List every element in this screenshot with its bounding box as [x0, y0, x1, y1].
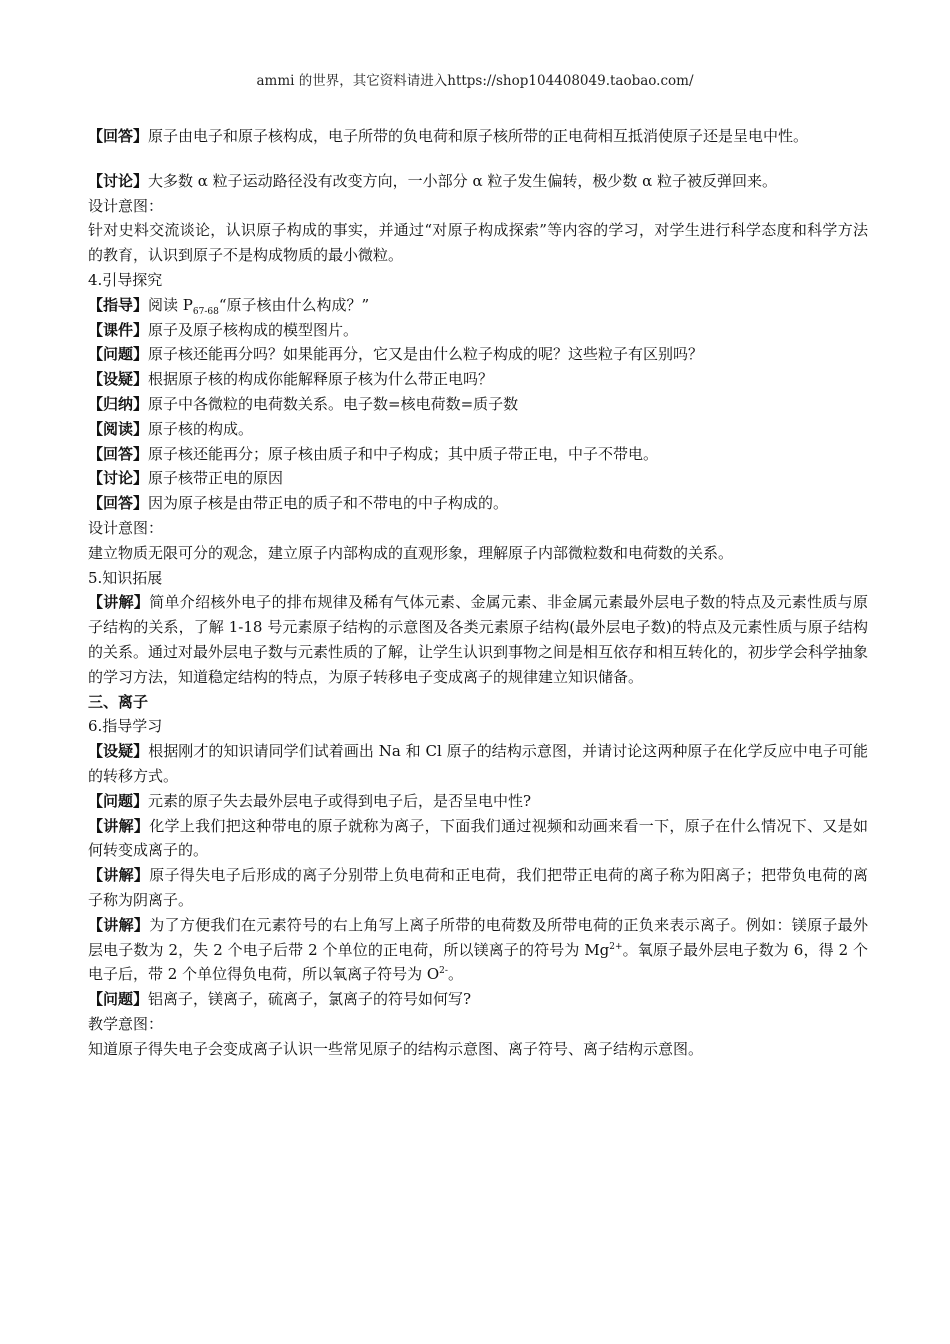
paragraph: 建立物质无限可分的观念，建立原子内部构成的直观形象，理解原子内部微粒数和电荷数的关系。	[88, 543, 734, 562]
tag-label: 【课件】	[88, 320, 149, 339]
paragraph: 教学意图：	[88, 1014, 164, 1033]
paragraph: 【设疑】根据原子核的构成你能解释原子核为什么带正电吗？	[88, 370, 494, 389]
page-header: ammi 的世界，其它资料请进入https://shop104408049.taobao.com/	[256, 73, 694, 89]
tag-label: 【问题】	[88, 791, 149, 810]
paragraph: 【问题】铝离子，镁离子，硫离子，氯离子的符号如何写?	[88, 990, 472, 1009]
tag-label: 【回答】	[88, 127, 149, 145]
paragraph: 【设疑】根据刚才的知识请同学们试着画出 Na 和 Cl 原子的结构示意图，并请讨论这两种原子在化学反应中电子可能的转移方式。	[88, 742, 868, 785]
paragraph-text: 原子由电子和原子核构成，电子所带的负电荷和原子核所带的正电荷相互抵消使原子还是呈电中性。	[148, 127, 809, 145]
paragraph: 【回答】因为原子核是由带正电的质子和不带电的中子构成的。	[88, 494, 509, 513]
section-heading: 5.知识拓展	[88, 568, 163, 587]
paragraph: 【课件】原子及原子核构成的模型图片。	[88, 320, 359, 339]
tag-label: 【归纳】	[88, 394, 149, 413]
tag-label: 【问题】	[88, 345, 149, 364]
paragraph: 【问题】元素的原子失去最外层电子或得到电子后，是否呈电中性?	[88, 791, 532, 810]
paragraph: 【讨论】原子核带正电的原因	[88, 469, 284, 488]
tag-label: 【回答】	[88, 494, 149, 513]
chapter-heading: 三、离子	[88, 692, 149, 711]
tag-label: 【设疑】	[88, 742, 149, 761]
paragraph: 设计意图：	[88, 518, 164, 537]
tag-label: 【讨论】	[88, 171, 149, 190]
paragraph: 【归纳】原子中各微粒的电荷数关系。电子数=核电荷数=质子数	[88, 394, 519, 413]
document-body	[88, 124, 868, 1061]
paragraph: 【讲解】为了方便我们在元素符号的右上角写上离子所带的电荷数及所带电荷的正负来表示离子。例如：镁原子最外层电子数为 2，失 2 个电子后带 2 个单位的正电荷，所以镁离子的符号为 $Mg^{2+}$。氧原子最外层电子数为 6，得 2 个电子后，带 2 个单位得负电荷，所以氧离子符号为 $O^{2-}$。	[88, 915, 868, 984]
section-heading: 4.引导探究	[88, 270, 163, 289]
tag-label: 【讲解】	[88, 915, 150, 934]
paragraph: 【讲解】简单介绍核外电子的排布规律及稀有气体元素、金属元素、非金属元素最外层电子数的特点及元素性质与原子结构的关系，了解 1-18 号元素原子结构的示意图及各类元素原子结构(最外层电子数)的特点及元素性质与原子结构的关系。通过对最外层电子数与元素性质的了解，让学生认识到事物之间是相互依存和相互转化的，初步学会科学抽象的学习方法，知道稳定结构的特点，为原子转移电子变成离子的规律建立知识储备。	[88, 593, 869, 686]
tag-label: 【指导】	[88, 295, 149, 314]
paragraph: 知道原子得失电子会变成离子认识一些常见原子的结构示意图、离子符号、离子结构示意图。	[88, 1039, 704, 1058]
paragraph: 【讲解】化学上我们把这种带电的原子就称为离子，下面我们通过视频和动画来看一下，原子在什么情况下、又是如何转变成离子的。	[88, 816, 868, 860]
tag-label: 【阅读】	[88, 419, 149, 438]
paragraph	[88, 169, 868, 194]
paragraph	[88, 124, 868, 149]
tag-label: 【设疑】	[88, 370, 149, 389]
paragraph-text: 大多数 α 粒子运动路径没有改变方向，一小部分 α 粒子发生偏转，极少数 α 粒子被反弹回来。	[148, 171, 778, 190]
tag-label: 【讲解】	[88, 816, 150, 835]
paragraph: 【阅读】原子核的构成。	[88, 419, 254, 438]
paragraph: 设计意图：	[88, 196, 164, 215]
paragraph: 【指导】阅读 $P_{67-68}“$原子核由什么构成？”	[88, 295, 370, 317]
tag-label: 【讨论】	[88, 469, 149, 488]
tag-label: 【讲解】	[88, 593, 150, 612]
paragraph: 针对史料交流谈论，认识原子构成的事实，并通过“对原子构成探索”等内容的学习，对学生进行科学态度和科学方法的教育，认识到原子不是构成物质的最小微粒。	[88, 221, 868, 265]
paragraph: 【回答】原子核还能再分；原子核由质子和中子构成；其中质子带正电，中子不带电。	[88, 444, 659, 463]
tag-label: 【回答】	[88, 444, 149, 463]
tag-label: 【讲解】	[88, 866, 150, 885]
paragraph: 【讲解】原子得失电子后形成的离子分别带上负电荷和正电荷，我们把带正电荷的离子称为阳离子；把带负电荷的离子称为阴离子。	[88, 866, 868, 909]
section-heading: 6.指导学习	[88, 717, 163, 736]
paragraph: 【问题】原子核还能再分吗？如果能再分，它又是由什么粒子构成的呢？这些粒子有区别吗？	[88, 345, 704, 364]
tag-label: 【问题】	[88, 990, 149, 1009]
